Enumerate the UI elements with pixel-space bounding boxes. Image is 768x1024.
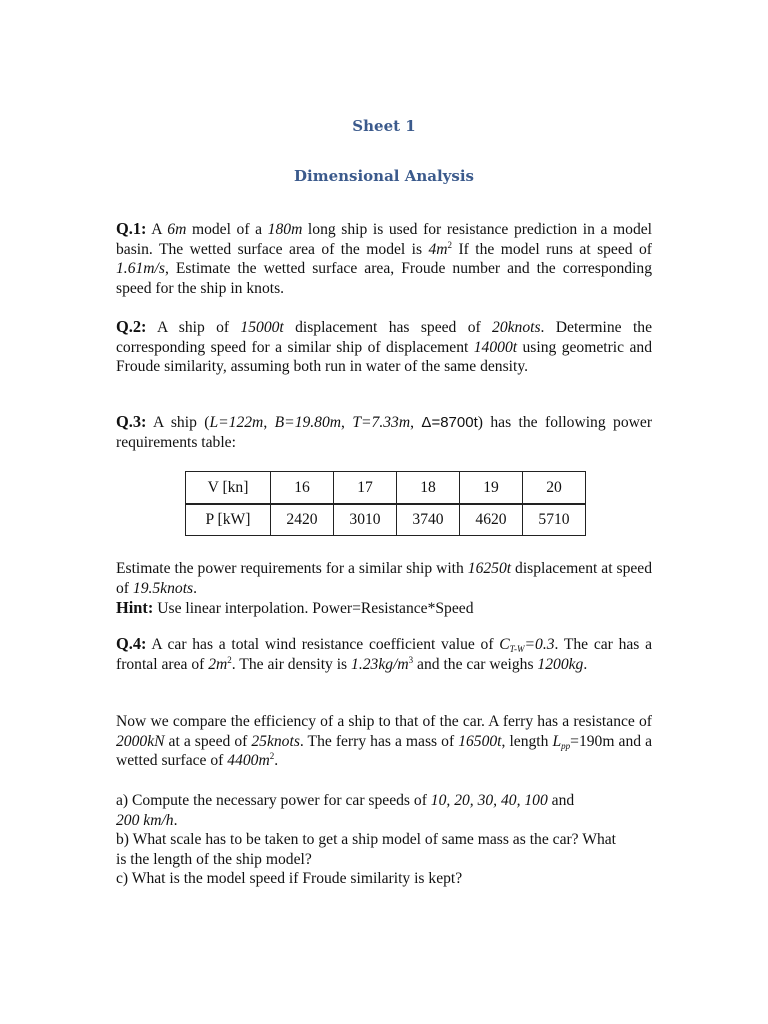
table-cell: 16 xyxy=(271,472,334,504)
question-label: Q.2: xyxy=(116,317,147,336)
question-4-part-a: a) Compute the necessary power for car speeds of 10, 20, 30, 40, 100 and 200 km/h. xyxy=(116,792,575,829)
table-row xyxy=(186,504,586,536)
question-4-part-b: b) What scale has to be taken to get a ship model of same mass as the car? What is the length of the ship model? xyxy=(116,831,616,868)
question-2: Q.2: A ship of 15000t displacement has speed of 20knots. Determine the corresponding speed for a similar ship of displacement 14000t using geometric and Froude similarity, assuming both run in water of the same density. xyxy=(116,317,652,376)
question-3: Q.3: A ship (L=122m, B=19.80m, T=7.33m, Δ=8700t) has the following power requirements table: xyxy=(116,412,653,451)
table-cell: 5710 xyxy=(523,504,586,536)
subject-title: Dimensional Analysis xyxy=(294,167,474,185)
table-cell: 17 xyxy=(334,472,397,504)
table-cell: 3010 xyxy=(334,504,397,536)
question-3-hint: Hint: Use linear interpolation. Power=Resistance*Speed xyxy=(116,598,474,617)
question-label: Q.4: xyxy=(116,634,147,653)
table-cell: 18 xyxy=(397,472,460,504)
table-cell: 20 xyxy=(523,472,586,504)
table-cell: 3740 xyxy=(397,504,460,536)
question-1: Q.1: A 6m model of a 180m long ship is used for resistance prediction in a model basin. The wetted surface area of the model is $4m^2$ If the model runs at speed of 1.61m/s, Estimate the wetted surface area, Froude number and the corresponding speed for the ship in knots. xyxy=(116,219,653,297)
question-label: Q.3: xyxy=(116,412,147,431)
table-row-label: P [kW] xyxy=(186,504,271,536)
hint-label: Hint: xyxy=(116,598,154,617)
question-3-estimate: Estimate the power requirements for a similar ship with 16250t displacement at speed of 19.5knots. xyxy=(116,560,653,597)
table-cell: 2420 xyxy=(271,504,334,536)
question-4-part-c: c) What is the model speed if Froude similarity is kept? xyxy=(116,870,463,887)
question-4: Q.4: A car has a total wind resistance coefficient value of $C_{T-W}=0.3$. The car has a frontal area of $2m^2$. The air density is $1.23kg/m^3$ and the car weighs 1200kg. xyxy=(116,634,653,673)
question-label: Q.1: xyxy=(116,219,147,238)
table-cell: 4620 xyxy=(460,504,523,536)
sheet-title: Sheet 1 xyxy=(352,117,416,135)
table-cell: 19 xyxy=(460,472,523,504)
table-row xyxy=(186,472,586,504)
table-row-label: V [kn] xyxy=(186,472,271,504)
question-4-ferry: Now we compare the efficiency of a ship to that of the car. A ferry has a resistance of 2000kN at a speed of 25knots. The ferry has a mass of 16500t, length $L_{pp}=190m$ and a wetted surface of $4400m^2$. xyxy=(116,713,652,770)
power-requirements-table xyxy=(185,471,586,536)
